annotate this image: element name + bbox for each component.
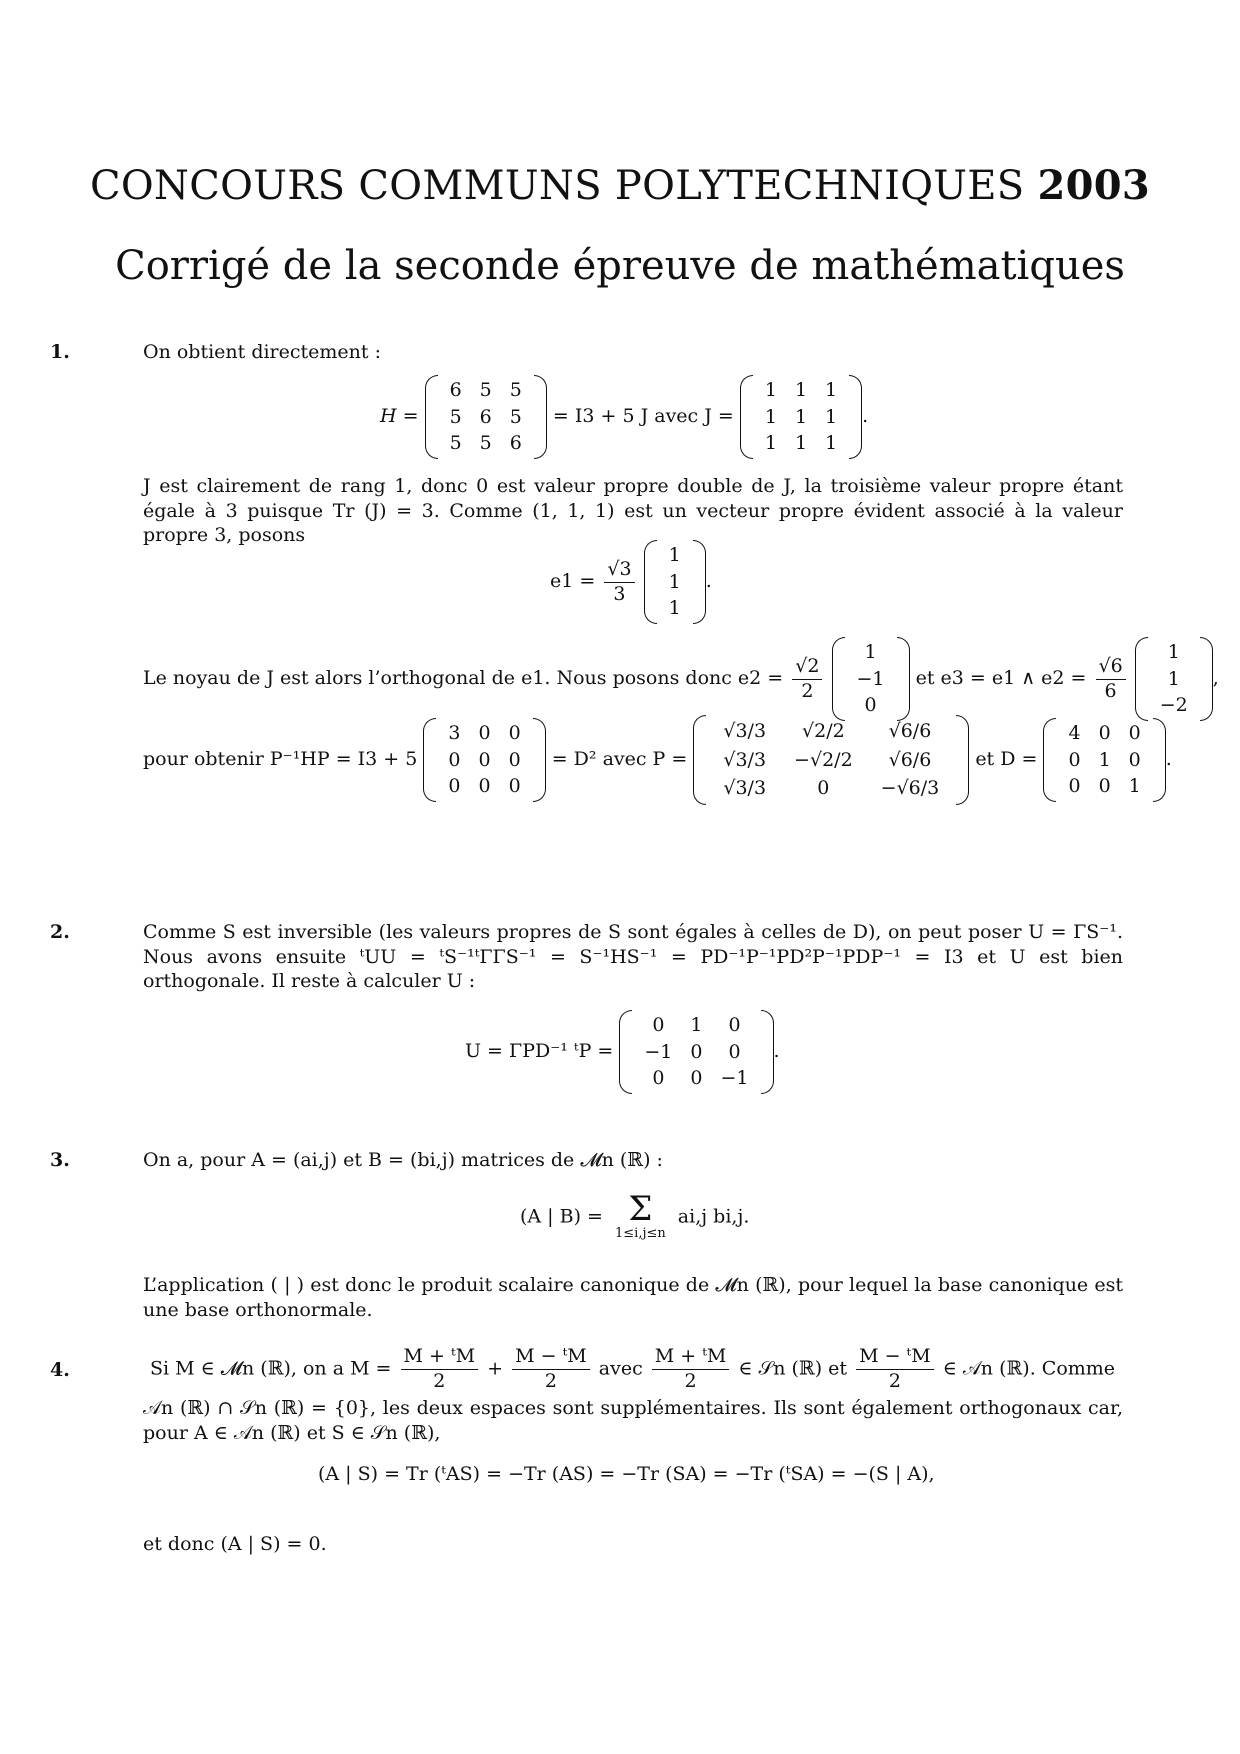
q4-decomposition-line bbox=[150, 1345, 1115, 1394]
q3-eq-left: (A | B) = bbox=[520, 1205, 603, 1228]
q1-line2-text: Le noyau de J est alors l’orthogonal de e1. Nous posons donc e2 = bbox=[143, 667, 784, 690]
e3-fraction: $\frac{√6}{6}$ bbox=[1096, 655, 1126, 704]
matrix-3J: 3 0 0 0 0 0 0 0 0 bbox=[423, 718, 545, 802]
sym-part-fraction: $\frac{\text{M + ᵗM}}{2}$ bbox=[401, 1345, 479, 1394]
e2-vector: 1 −1 0 bbox=[832, 637, 910, 721]
q3-number: 3. bbox=[50, 1149, 70, 1171]
antisym-part-fraction: $\frac{\text{M − ᵗM}}{2}$ bbox=[512, 1345, 590, 1394]
q4-line1-start: Si M ∈ 𝓜n (ℝ), on a M = bbox=[150, 1357, 392, 1380]
matrix-P: √3/3 √2/2 √6/6 √3/3 −√2/2 √6/6 √3/3 0 −√6/3 bbox=[693, 715, 969, 805]
document-title bbox=[0, 160, 1240, 212]
matrix-J-table: 1 1 1 1 1 1 1 1 1 bbox=[764, 379, 838, 455]
matrix-H-table: 6 5 5 5 6 5 5 5 6 bbox=[449, 379, 522, 455]
matrix-J bbox=[740, 375, 862, 459]
q4-orthogonality-equation: (A | S) = Tr (ᵗAS) = −Tr (AS) = −Tr (SA) = −Tr (ᵗSA) = −(S | A), bbox=[318, 1463, 935, 1485]
q2-number: 2. bbox=[50, 921, 70, 943]
document-subtitle: Corrigé de la seconde épreuve de mathématiques bbox=[115, 243, 1125, 289]
matrix-H bbox=[425, 375, 547, 459]
title-year: 2003 bbox=[1037, 162, 1151, 209]
matrix-D: 4 0 0 0 1 0 0 0 1 bbox=[1043, 718, 1165, 802]
q1-diagonalization-line: pour obtenir P⁻¹HP = I3 + 5 3 0 0 0 0 0 0 0 0 = D² avec P = √3/3 √2/2 √6/6 √3/3 −√2/2 √6/6 √3/3 0 −√6/3 et D = 4 0 0 0 1 0 0 0 1 . bbox=[143, 715, 1172, 805]
q2-eq-label: U = ΓPD⁻¹ ᵗP = bbox=[465, 1040, 614, 1063]
q1-line3-end: et D = bbox=[975, 748, 1038, 771]
q4-in-S: ∈ 𝒮n (ℝ) et bbox=[738, 1357, 848, 1380]
antisym-part-fraction-2: $\frac{\text{M − ᵗM}}{2}$ bbox=[856, 1345, 934, 1394]
q3-scalar-product bbox=[520, 1189, 750, 1243]
q2-U-equation: U = ΓPD⁻¹ ᵗP = 0 1 0 −1 0 0 0 0 −1 . bbox=[465, 1010, 780, 1094]
q1-e1-equation: e1 = $\frac{√3}{3}$ 1 1 1 . bbox=[550, 540, 712, 624]
q4-in-A: ∈ 𝒜n (ℝ). Comme bbox=[942, 1357, 1116, 1380]
e3-label: et e3 = e1 ∧ e2 = bbox=[915, 667, 1087, 690]
q1-matrix-mid: = I3 + 5 J avec J = bbox=[552, 405, 734, 428]
e3-vector: 1 1 −2 bbox=[1135, 637, 1213, 721]
sum-symbol: Σ 1≤i,j≤n bbox=[615, 1189, 666, 1241]
q1-line3-start: pour obtenir P⁻¹HP = I3 + 5 bbox=[143, 748, 418, 771]
e1-label: e1 = bbox=[550, 570, 596, 593]
e1-vector: 1 1 1 bbox=[644, 540, 706, 624]
e2-fraction: $\frac{√2}{2}$ bbox=[792, 655, 822, 704]
q4-plus: + bbox=[487, 1357, 504, 1380]
matrix-U: 0 1 0 −1 0 0 0 0 −1 bbox=[619, 1010, 773, 1094]
q3-paragraph: L’application ( | ) est donc le produit scalaire canonique de 𝓜n (ℝ), pour lequel la base canonique est une base orthonormale. bbox=[143, 1274, 1123, 1321]
e1-fraction: $\frac{√3}{3}$ bbox=[604, 558, 634, 607]
q4-paragraph: 𝒜n (ℝ) ∩ 𝒮n (ℝ) = {0}, les deux espaces sont supplémentaires. Ils sont également orthogonaux car, pour A ∈ 𝒜n (ℝ) et S ∈ 𝒮n (ℝ), bbox=[143, 1397, 1123, 1444]
q1-number: 1. bbox=[50, 341, 70, 363]
q1-paragraph: J est clairement de rang 1, donc 0 est valeur propre double de J, la troisième valeur propre étant égale à 3 puisque Tr (J) = 3. Comme (1, 1, 1) est un vecteur propre évident associé à la valeur propre 3, posons bbox=[143, 475, 1123, 547]
title-text: CONCOURS COMMUNS POLYTECHNIQUES bbox=[89, 163, 1025, 209]
q1-e2-e3-line: Le noyau de J est alors l’orthogonal de e1. Nous posons donc e2 = $\frac{√2}{2}$ 1 −1 0 et e3 = e1 ∧ e2 = $\frac{√6}{6}$ 1 1 −2 , bbox=[143, 637, 1219, 721]
q4-number: 4. bbox=[50, 1359, 70, 1381]
q2-paragraph: Comme S est inversible (les valeurs propres de S sont égales à celles de D), on peut poser U = ΓS⁻¹. Nous avons ensuite ᵗUU = ᵗS⁻¹ᵗΓΓS⁻¹ = S⁻¹HS⁻¹ = PD⁻¹P⁻¹PD²P⁻¹PDP⁻¹ = I3 et U est bien orthogonale. Il reste à calculer U : bbox=[143, 921, 1123, 993]
q1-line3-mid: = D² avec P = bbox=[551, 748, 688, 771]
q1-intro: On obtient directement : bbox=[143, 341, 381, 363]
q3-intro: On a, pour A = (ai,j) et B = (bi,j) matrices de 𝓜n (ℝ) : bbox=[143, 1149, 663, 1171]
q4-conclusion: et donc (A | S) = 0. bbox=[143, 1533, 327, 1555]
q3-eq-right: ai,j bi,j. bbox=[677, 1205, 750, 1228]
q4-avec: avec bbox=[598, 1357, 643, 1380]
sym-part-fraction-2: $\frac{\text{M + ᵗM}}{2}$ bbox=[652, 1345, 730, 1394]
q1-matrix-equation: H = 6 5 5 5 6 5 5 5 6 = I3 + 5 J avec J = 1 1 1 1 1 1 1 1 1 . bbox=[380, 375, 868, 459]
